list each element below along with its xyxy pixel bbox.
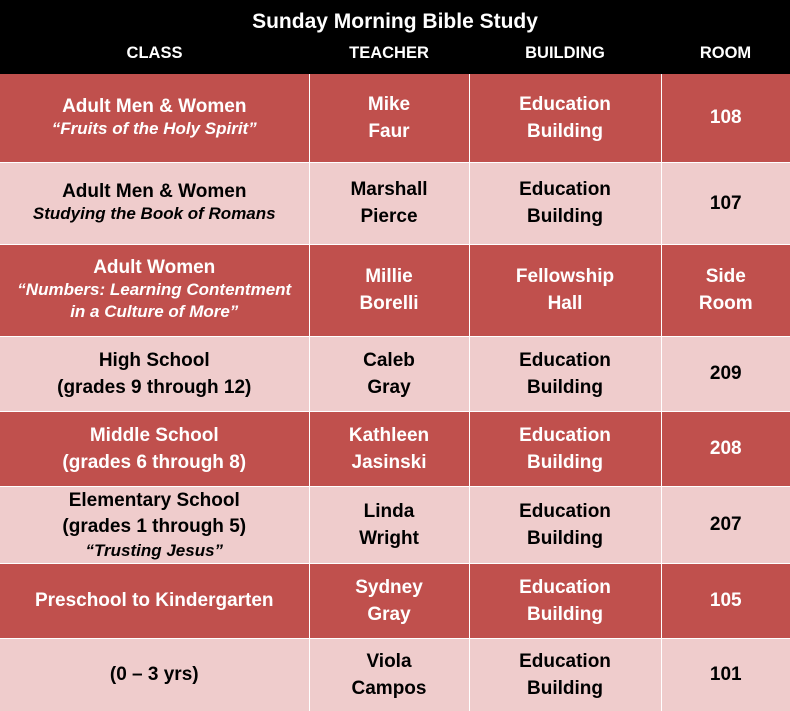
table-title: Sunday Morning Bible Study [0,0,790,39]
teacher-last: Faur [368,120,410,142]
room-cell [661,563,790,638]
room-cell [661,336,790,411]
building-line-2: Building [527,451,603,473]
building-line-1: Education [519,179,611,200]
column-header-class: CLASS [0,39,309,74]
room-value: 108 [709,107,742,129]
teacher-cell [309,74,469,162]
room-value: 101 [709,664,742,685]
building-line-2: Building [527,603,603,625]
class-name: Adult Men & Women [62,95,247,117]
class-subtitle: (grades 9 through 12) [57,376,252,398]
room-value: 209 [709,363,742,384]
class-name: Preschool to Kindergarten [34,589,274,611]
table-row [0,486,790,563]
class-subtitle: (grades 6 through 8) [62,451,247,473]
class-subtitle: “Fruits of the Holy Spirit” [51,118,257,138]
building-line-1: Education [519,500,611,522]
teacher-cell [309,336,469,411]
class-subtitle-2: in a Culture of More” [70,302,239,321]
building-cell [469,486,661,563]
class-cell [0,162,309,244]
room-value: 207 [709,514,742,535]
room-value: 107 [709,192,742,214]
class-cell [0,336,309,411]
table-row [0,244,790,336]
column-header-room: ROOM [661,39,790,74]
table-row [0,411,790,486]
class-name: Middle School [89,424,219,446]
class-cell [0,244,309,336]
table-row [0,638,790,711]
table-row [0,74,790,162]
teacher-cell [309,486,469,563]
teacher-cell [309,563,469,638]
building-line-2: Building [527,677,603,699]
class-name: Adult Men & Women [62,181,247,202]
class-name: (0 – 3 yrs) [109,663,199,685]
building-line-2: Building [527,120,603,142]
teacher-last: Borelli [359,293,419,314]
building-line-1: Education [519,576,611,598]
room-cell [661,244,790,336]
room-value: 208 [709,438,742,459]
building-cell [469,411,661,486]
table-row [0,563,790,638]
teacher-first: Marshall [350,179,428,200]
teacher-last: Pierce [360,206,418,227]
room-line-2: Room [698,293,753,314]
room-cell [661,411,790,486]
class-name: Adult Women [93,257,216,278]
building-line-2: Building [527,376,603,398]
building-line-1: Education [519,650,611,672]
class-subtitle-2: “Trusting Jesus” [85,540,224,560]
teacher-first: Linda [363,500,415,522]
teacher-last: Campos [351,677,427,699]
building-cell [469,162,661,244]
teacher-first: Kathleen [348,424,430,446]
class-subtitle: (grades 1 through 5) [62,515,247,537]
building-line-1: Education [519,424,611,446]
class-name: Elementary School [68,489,240,511]
room-cell [661,486,790,563]
column-header-teacher: TEACHER [309,39,469,74]
class-cell [0,638,309,711]
building-cell [469,638,661,711]
teacher-cell [309,162,469,244]
class-cell [0,411,309,486]
teacher-last: Gray [367,376,411,398]
building-line-1: Education [519,349,611,371]
building-line-2: Hall [547,293,583,314]
teacher-first: Mike [367,93,411,115]
room-cell [661,162,790,244]
class-cell [0,486,309,563]
class-cell [0,74,309,162]
building-line-2: Building [527,527,603,549]
building-cell [469,244,661,336]
column-header-building: BUILDING [469,39,661,74]
teacher-first: Caleb [363,349,415,371]
teacher-first: Millie [365,266,413,287]
teacher-cell [309,411,469,486]
class-name: High School [98,349,210,371]
class-subtitle: Studying the Book of Romans [32,204,276,223]
building-cell [469,563,661,638]
building-cell [469,336,661,411]
teacher-first: Sydney [355,576,423,598]
building-cell [469,74,661,162]
building-line-2: Building [527,206,603,227]
teacher-last: Wright [359,527,419,549]
table-row [0,336,790,411]
teacher-last: Jasinski [351,451,427,473]
room-cell [661,638,790,711]
room-value: 105 [709,590,742,611]
room-cell [661,74,790,162]
building-line-1: Fellowship [515,266,615,287]
teacher-first: Viola [366,650,412,672]
table-row [0,162,790,244]
class-cell [0,563,309,638]
building-line-1: Education [519,93,611,115]
teacher-cell [309,638,469,711]
class-subtitle: “Numbers: Learning Contentment [17,280,292,299]
teacher-last: Gray [367,603,411,625]
room-line-1: Side [705,266,746,287]
teacher-cell [309,244,469,336]
